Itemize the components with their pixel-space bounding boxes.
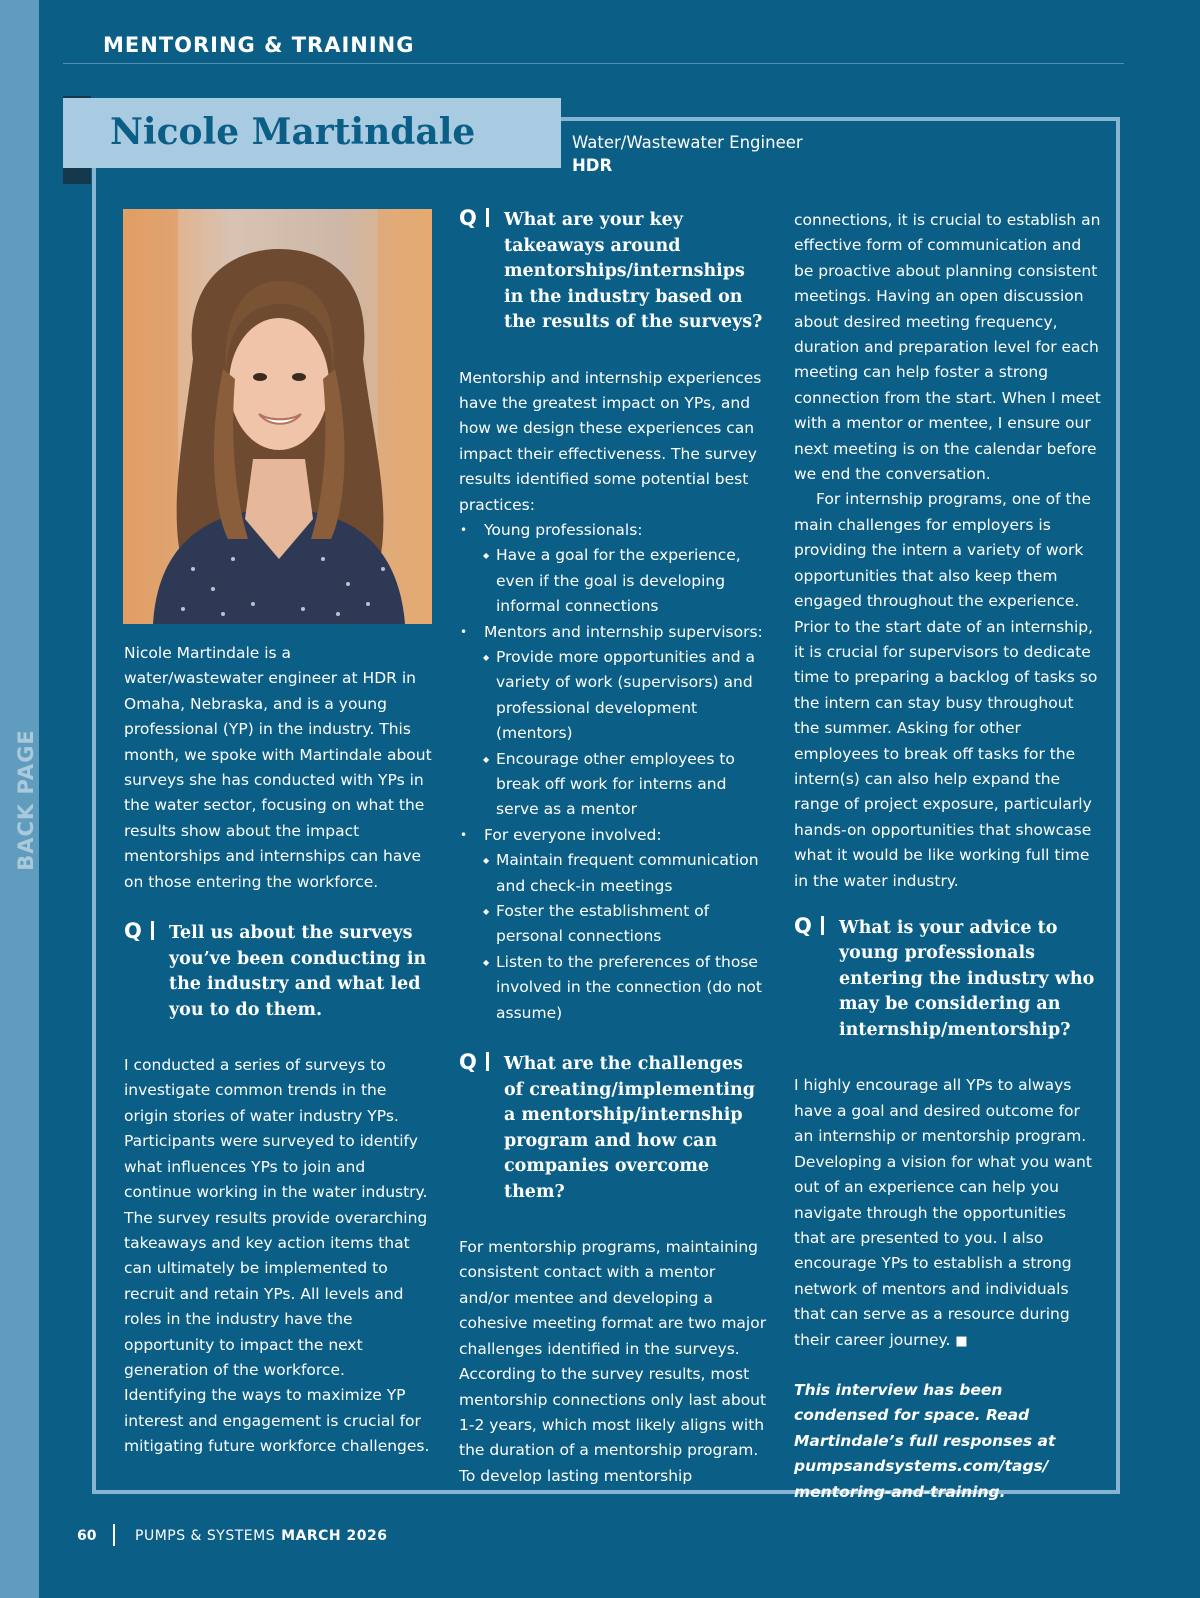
list-item: ◆ Encourage other employees to break off work for interns and serve as a mentor <box>483 747 767 823</box>
list-item: ◆ Foster the establishment of personal connections <box>483 899 767 950</box>
page-number: 60 <box>77 1528 97 1544</box>
person-role-block <box>572 131 803 177</box>
question-1 <box>124 921 432 1023</box>
question-2-text: What are your key takeaways around mentorships/internships in the industry based on the results of the surveys? <box>504 210 763 332</box>
best-practices-list <box>459 518 767 1026</box>
portrait-illustration <box>123 209 432 624</box>
q-marker: Q <box>459 206 489 232</box>
q-marker: Q <box>459 1050 489 1076</box>
question-3 <box>459 1052 767 1205</box>
answer-3-part-1: For mentorship programs, maintaining consistent contact with a mentor and/or mentee and developing a cohesive meeting format are two major challenges identified in the surveys. According to the survey results, most mentorship connections only last about 1-2 years, which most likely aligns with the duration of a mentorship program. To develop lasting mentorship <box>459 1238 767 1485</box>
question-1-text: Tell us about the surveys you’ve been conducting in the industry and what led you to do them. <box>169 923 427 1020</box>
list-item: ◆ Maintain frequent communication and check-in meetings <box>483 848 767 899</box>
side-label: BACK PAGE <box>14 729 38 871</box>
end-mark: ■ <box>955 1333 968 1349</box>
answer-4: I highly encourage all YPs to always have a goal and desired outcome for an internship or mentorship program. Developing a vision for what you want out of an experience can help you navigate through the opportunities that are presented to you. I also encourage YPs to establish a strong network of mentors and individuals that can serve as a resource during their career journey. ■ <box>794 1076 1092 1349</box>
column-1 <box>124 641 432 1460</box>
list-item: • For everyone involved: ◆ Maintain frequent communication and check-in meetings ◆ Foster the establishment of personal connections ◆ Listen to the preferences of those involved in the connection (do not assume) <box>459 823 767 1026</box>
list-item: ◆ Listen to the preferences of those involved in the connection (do not assume) <box>483 950 767 1026</box>
list-item: • Mentors and internship supervisors: ◆ Provide more opportunities and a variety of work (supervisors) and professional development (mentors) ◆ Encourage other employees to break off work for interns and serve as a mentor <box>459 620 767 823</box>
question-4-text: What is your advice to young professionals entering the industry who may be considering an internship/mentorship? <box>839 917 1095 1040</box>
question-3-text: What are the challenges of creating/implementing a mentorship/internship program and how can companies overcome them? <box>504 1054 755 1202</box>
person-company: HDR <box>572 156 613 175</box>
q-marker: Q <box>794 914 824 940</box>
column-2 <box>459 208 767 1489</box>
footer-publication <box>135 1528 388 1544</box>
issue-date: MARCH 2026 <box>281 1528 388 1544</box>
intro-paragraph: Nicole Martindale is a water/wastewater engineer at HDR in Omaha, Nebraska, and is a young professional (YP) in the industry. This month, we spoke with Martindale about surveys she has conducted with YPs in the water sector, focusing on what the results show about the impact mentorships and internships can have on those entering the workforce. <box>124 644 432 891</box>
column-3 <box>794 208 1102 1505</box>
q-marker: Q <box>124 919 154 945</box>
condensed-note: This interview has been condensed for space. Read Martindale’s full responses at pumpsandsystems.com/tags/ mentoring-and-training. <box>794 1380 1056 1501</box>
section-title: MENTORING & TRAINING <box>103 33 415 57</box>
list-item: • Young professionals: ◆ Have a goal for the experience, even if the goal is developing informal connections <box>459 518 767 620</box>
person-role: Water/Wastewater Engineer <box>572 133 803 152</box>
answer-3-part-2: connections, it is crucial to establish an effective form of communication and be proactive about planning consistent meetings. Having an open discussion about desired meeting frequency, duration and preparation level for each meeting can help foster a strong connection from the start. When I meet with a mentor or mentee, I ensure our next meeting is on the calendar before we end the conversation. <box>794 211 1101 484</box>
list-item: ◆ Have a goal for the experience, even if the goal is developing informal connections <box>483 543 767 619</box>
answer-3-part-3: For internship programs, one of the main challenges for employers is providing the intern a variety of work opportunities that also keep them engaged throughout the experience. Prior to the start date of an internship, it is crucial for supervisors to dedicate time to preparing a backlog of tasks so the intern can stay busy throughout the summer. Asking for other employees to break off tasks for the intern(s) can also help expand the range of project exposure, particularly hands-on opportunities that showcase what it would be like working full time in the water industry. <box>794 490 1098 890</box>
answer-2-intro: Mentorship and internship experiences have the greatest impact on YPs, and how we design these experiences can impact their effectiveness. The survey results identified some potential best practices: <box>459 368 762 514</box>
list-item: ◆ Provide more opportunities and a variety of work (supervisors) and professional development (mentors) <box>483 645 767 747</box>
answer-1: I conducted a series of surveys to investigate common trends in the origin stories of water industry YPs. Participants were surveyed to identify what influences YPs to join and continue working in the water industry. The survey results provide overarching takeaways and key action items that can ultimately be implemented to recruit and retain YPs. All levels and roles in the industry have the opportunity to impact the next generation of the workforce. Identifying the ways to maximize YP interest and engagement is crucial for mitigating future workforce challenges. <box>124 1056 430 1456</box>
person-name: Nicole Martindale <box>110 111 476 153</box>
portrait-photo <box>123 209 432 624</box>
publication-name: PUMPS & SYSTEMS <box>135 1528 276 1544</box>
footer-divider <box>113 1524 115 1546</box>
question-4 <box>794 913 1102 1044</box>
question-2 <box>459 208 767 336</box>
header-divider <box>63 63 1124 64</box>
